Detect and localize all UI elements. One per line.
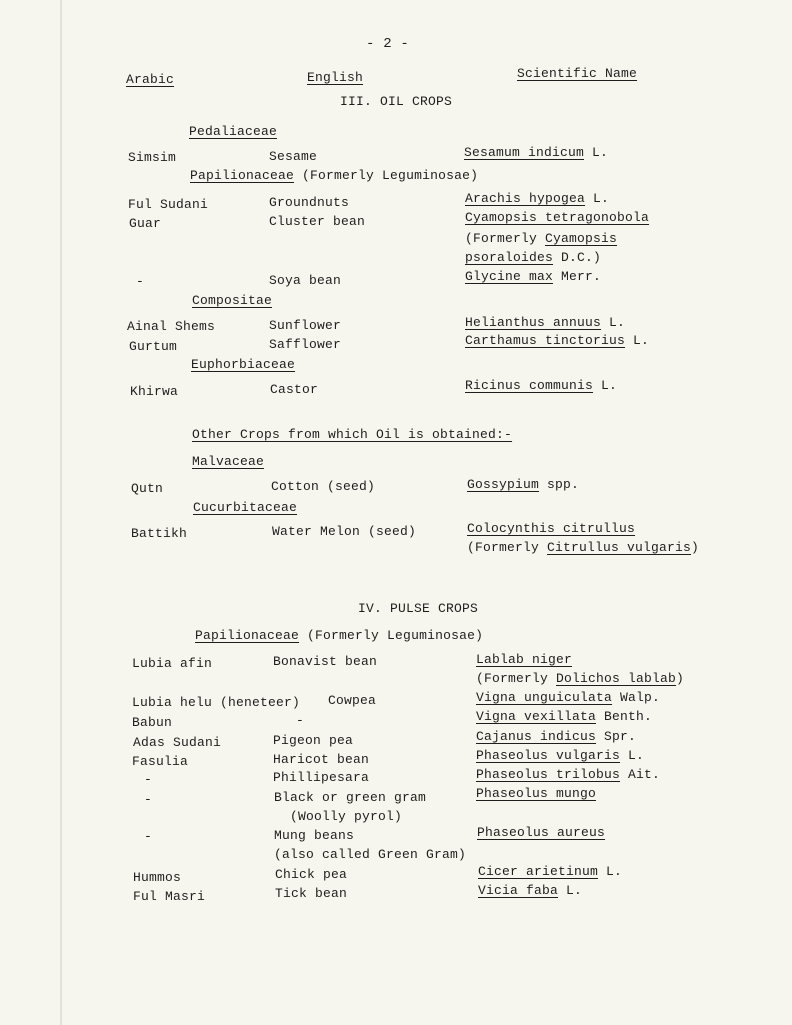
scientific-binomial: Gossypium bbox=[467, 477, 540, 492]
scientific-authority: L. bbox=[633, 333, 650, 348]
family-malvaceae: Malvaceae bbox=[192, 454, 265, 469]
scientific-binomial: Carthamus tinctorius bbox=[465, 333, 626, 348]
family-cucurbitaceae: Cucurbitaceae bbox=[193, 500, 298, 515]
section-title-pulse-crops: IV. PULSE CROPS bbox=[358, 601, 479, 616]
family-euphorbiaceae: Euphorbiaceae bbox=[191, 357, 296, 372]
family-compositae: Compositae bbox=[192, 293, 273, 308]
scientific-authority: Walp. bbox=[620, 690, 661, 705]
scientific-name bbox=[465, 210, 649, 226]
header-scientific-name: Scientific Name bbox=[517, 66, 638, 81]
scientific-binomial: Cyamopsis tetragonobola bbox=[465, 210, 650, 225]
scientific-name bbox=[476, 652, 572, 668]
note-prefix: (Formerly bbox=[476, 671, 557, 686]
scientific-authority: Spr. bbox=[604, 729, 637, 744]
scientific-name bbox=[478, 883, 582, 899]
scientific-name bbox=[476, 709, 652, 725]
family-note: (Formerly Leguminosae) bbox=[302, 168, 479, 183]
scientific-binomial: Vigna vexillata bbox=[476, 709, 597, 724]
arabic-name: - bbox=[144, 829, 153, 844]
former-binomial: Dolichos lablab bbox=[556, 671, 677, 686]
family-pedaliaceae: Pedaliaceae bbox=[189, 124, 278, 139]
scientific-binomial: Phaseolus aureus bbox=[477, 825, 606, 840]
note-suffix: ) bbox=[676, 671, 685, 686]
english-name-note: (also called Green Gram) bbox=[274, 847, 467, 862]
scientific-name bbox=[467, 521, 635, 537]
arabic-name: Gurtum bbox=[129, 339, 178, 354]
family-papilionaceae bbox=[195, 628, 483, 644]
arabic-name: Battikh bbox=[131, 526, 188, 541]
former-name-note bbox=[465, 250, 601, 266]
former-name-note bbox=[476, 671, 684, 687]
scientific-authority: L. bbox=[601, 378, 618, 393]
english-name: Chick pea bbox=[275, 867, 348, 882]
scientific-name bbox=[465, 269, 601, 285]
arabic-name: Ful Sudani bbox=[128, 197, 209, 212]
arabic-name: Ainal Shems bbox=[127, 319, 216, 334]
english-name: Sunflower bbox=[269, 318, 342, 333]
scientific-binomial: Helianthus annuus bbox=[465, 315, 602, 330]
scientific-authority: L. bbox=[628, 748, 645, 763]
scientific-name bbox=[476, 748, 644, 764]
family-name: Papilionaceae bbox=[195, 628, 300, 643]
scientific-authority: L. bbox=[593, 191, 610, 206]
scientific-binomial: Glycine max bbox=[465, 269, 554, 284]
scientific-binomial: Arachis hypogea bbox=[465, 191, 586, 206]
english-name: Cowpea bbox=[328, 693, 377, 708]
english-name: Bonavist bean bbox=[273, 654, 378, 669]
scientific-name bbox=[476, 767, 660, 783]
english-name: Cotton (seed) bbox=[271, 479, 376, 494]
family-note: (Formerly Leguminosae) bbox=[307, 628, 484, 643]
english-name: Pigeon pea bbox=[273, 733, 354, 748]
arabic-name: Lubia helu (heneteer) bbox=[132, 695, 301, 710]
english-name: - bbox=[296, 713, 305, 728]
scientific-name bbox=[465, 191, 609, 207]
arabic-name: Lubia afin bbox=[132, 656, 213, 671]
arabic-name: - bbox=[144, 792, 153, 807]
scientific-binomial: Vicia faba bbox=[478, 883, 559, 898]
english-name: Water Melon (seed) bbox=[272, 524, 417, 539]
scientific-binomial: Phaseolus mungo bbox=[476, 786, 597, 801]
scientific-authority: L. bbox=[566, 883, 583, 898]
arabic-name: Simsim bbox=[128, 150, 177, 165]
former-name-note bbox=[467, 540, 699, 556]
other-oil-crops-heading: Other Crops from which Oil is obtained:- bbox=[192, 427, 513, 442]
former-species: psoraloides bbox=[465, 250, 554, 265]
header-arabic: Arabic bbox=[126, 72, 175, 87]
english-name: Haricot bean bbox=[273, 752, 370, 767]
arabic-name: Qutn bbox=[131, 481, 164, 496]
english-name: Soya bean bbox=[269, 273, 342, 288]
scientific-name bbox=[478, 864, 622, 880]
scientific-binomial: Vigna unguiculata bbox=[476, 690, 613, 705]
english-name: Groundnuts bbox=[269, 195, 350, 210]
scientific-name bbox=[464, 145, 608, 161]
english-name: Safflower bbox=[269, 337, 342, 352]
scientific-name bbox=[465, 333, 649, 349]
english-name: Castor bbox=[270, 382, 319, 397]
former-genus: Cyamopsis bbox=[545, 231, 618, 246]
scientific-authority: Benth. bbox=[604, 709, 653, 724]
former-binomial: Citrullus vulgaris bbox=[547, 540, 692, 555]
scientific-authority: L. bbox=[606, 864, 623, 879]
scientific-binomial: Colocynthis citrullus bbox=[467, 521, 636, 536]
arabic-name: Adas Sudani bbox=[133, 735, 222, 750]
english-name-note: (Woolly pyrol) bbox=[290, 809, 403, 824]
scientific-name bbox=[477, 825, 605, 841]
scientific-authority: Merr. bbox=[561, 269, 602, 284]
scientific-binomial: Phaseolus trilobus bbox=[476, 767, 621, 782]
scan-edge-mark bbox=[60, 0, 62, 1025]
scientific-binomial: Cicer arietinum bbox=[478, 864, 599, 879]
section-title-oil-crops: III. OIL CROPS bbox=[340, 94, 453, 109]
scientific-binomial: Sesamum indicum bbox=[464, 145, 585, 160]
scientific-authority: L. bbox=[592, 145, 609, 160]
scientific-binomial: Lablab niger bbox=[476, 652, 573, 667]
english-name: Black or green gram bbox=[274, 790, 427, 805]
arabic-name: Babun bbox=[132, 715, 173, 730]
english-name: Sesame bbox=[269, 149, 318, 164]
english-name: Phillipesara bbox=[273, 770, 370, 785]
arabic-name: - bbox=[144, 772, 153, 787]
former-authority: D.C.) bbox=[561, 250, 602, 265]
arabic-name: Hummos bbox=[133, 870, 182, 885]
page-number: - 2 - bbox=[366, 36, 410, 52]
scientific-authority: L. bbox=[609, 315, 626, 330]
english-name: Cluster bean bbox=[269, 214, 366, 229]
family-name: Papilionaceae bbox=[190, 168, 295, 183]
scientific-name bbox=[467, 477, 579, 493]
arabic-name: Guar bbox=[129, 216, 162, 231]
note-prefix: (Formerly bbox=[465, 231, 546, 246]
header-english: English bbox=[307, 70, 364, 85]
scientific-name bbox=[476, 786, 596, 802]
arabic-name: - bbox=[136, 274, 145, 289]
scientific-binomial: Phaseolus vulgaris bbox=[476, 748, 621, 763]
family-papilionaceae bbox=[190, 168, 478, 184]
english-name: Tick bean bbox=[275, 886, 348, 901]
note-suffix: ) bbox=[691, 540, 700, 555]
scientific-authority: spp. bbox=[547, 477, 580, 492]
scientific-binomial: Cajanus indicus bbox=[476, 729, 597, 744]
arabic-name: Fasulia bbox=[132, 754, 189, 769]
scientific-name bbox=[476, 690, 660, 706]
scientific-name bbox=[465, 378, 617, 394]
scientific-binomial: Ricinus communis bbox=[465, 378, 594, 393]
arabic-name: Khirwa bbox=[130, 384, 179, 399]
arabic-name: Ful Masri bbox=[133, 889, 206, 904]
scientific-name bbox=[476, 729, 636, 745]
former-name-note bbox=[465, 231, 617, 247]
scientific-name bbox=[465, 315, 625, 331]
note-prefix: (Formerly bbox=[467, 540, 548, 555]
scientific-authority: Ait. bbox=[628, 767, 661, 782]
english-name: Mung beans bbox=[274, 828, 355, 843]
